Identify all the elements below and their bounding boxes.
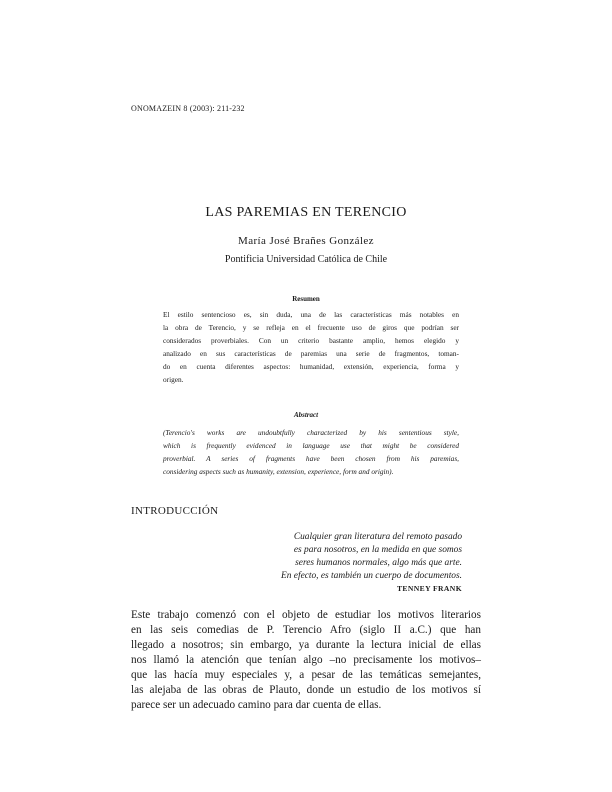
body-line: en las seis comedias de P. Terencio Afro (siglo II a.C.) que han	[131, 624, 481, 636]
epigraph-line: En efecto, es también un cuerpo de documentos.	[281, 571, 462, 581]
abstract-line: considering aspects such as humanity, extension, experience, form and origin).	[163, 467, 394, 476]
resumen-line: analizado en sus características de paremias una serie de fragmentos, toman-	[163, 349, 459, 358]
resumen-line: origen.	[163, 375, 184, 384]
abstract-line: proverbial. A series of fragments have been chosen from his paremias,	[163, 454, 459, 463]
body-line: nos llamó la atención que tenían algo –no precisamente los motivos–	[131, 654, 481, 666]
abstract-heading: Abstract	[293, 411, 319, 419]
body-line: las alejaba de las obras de Plauto, donde un estudio de los motivos sí	[131, 684, 481, 696]
resumen-line: considerados proverbiales. Con un criterio bastante amplio, hemos elegido y	[163, 336, 459, 345]
abstract-line: which is frequently evidenced in language use that might be considered	[163, 441, 459, 450]
body-line: parece ser un adecuado camino para dar cuenta de ellas.	[131, 699, 382, 711]
abstract-line: (Terencio's works are undoubtfully characterized by his sententious style,	[163, 428, 459, 437]
body-line: llegado a nosotros; sin embargo, ya durante la lectura inicial de ellas	[131, 639, 481, 651]
epigraph-line: seres humanos normales, algo más que arte.	[295, 558, 462, 568]
resumen-heading: Resumen	[292, 295, 320, 303]
resumen-line: la obra de Terencio, y se refleja en el frecuente uso de giros que podrían ser	[163, 323, 459, 332]
epigraph-attribution: TENNEY FRANK	[396, 584, 462, 593]
epigraph-line: es para nosotros, en la medida en que somos	[293, 545, 462, 555]
resumen-line: El estilo sentencioso es, sin duda, una de las características más notables en	[163, 310, 459, 319]
body-line: Este trabajo comenzó con el objeto de estudiar los motivos literarios	[131, 609, 481, 621]
journal-reference: ONOMAZEIN 8 (2003): 211-232	[131, 104, 245, 113]
author-name: María José Brañes González	[238, 235, 374, 247]
section-heading: INTRODUCCIÓN	[131, 505, 219, 517]
body-line: que las hacía muy especiales y, a pesar de las temáticas semejantes,	[131, 669, 481, 681]
article-title: LAS PAREMIAS EN TERENCIO	[205, 205, 407, 220]
epigraph-line: Cualquier gran literatura del remoto pasado	[293, 532, 462, 542]
resumen-line: do en cuenta diferentes aspectos: humanidad, extensión, experiencia, forma y	[163, 362, 459, 371]
author-affiliation: Pontificia Universidad Católica de Chile	[224, 254, 388, 265]
